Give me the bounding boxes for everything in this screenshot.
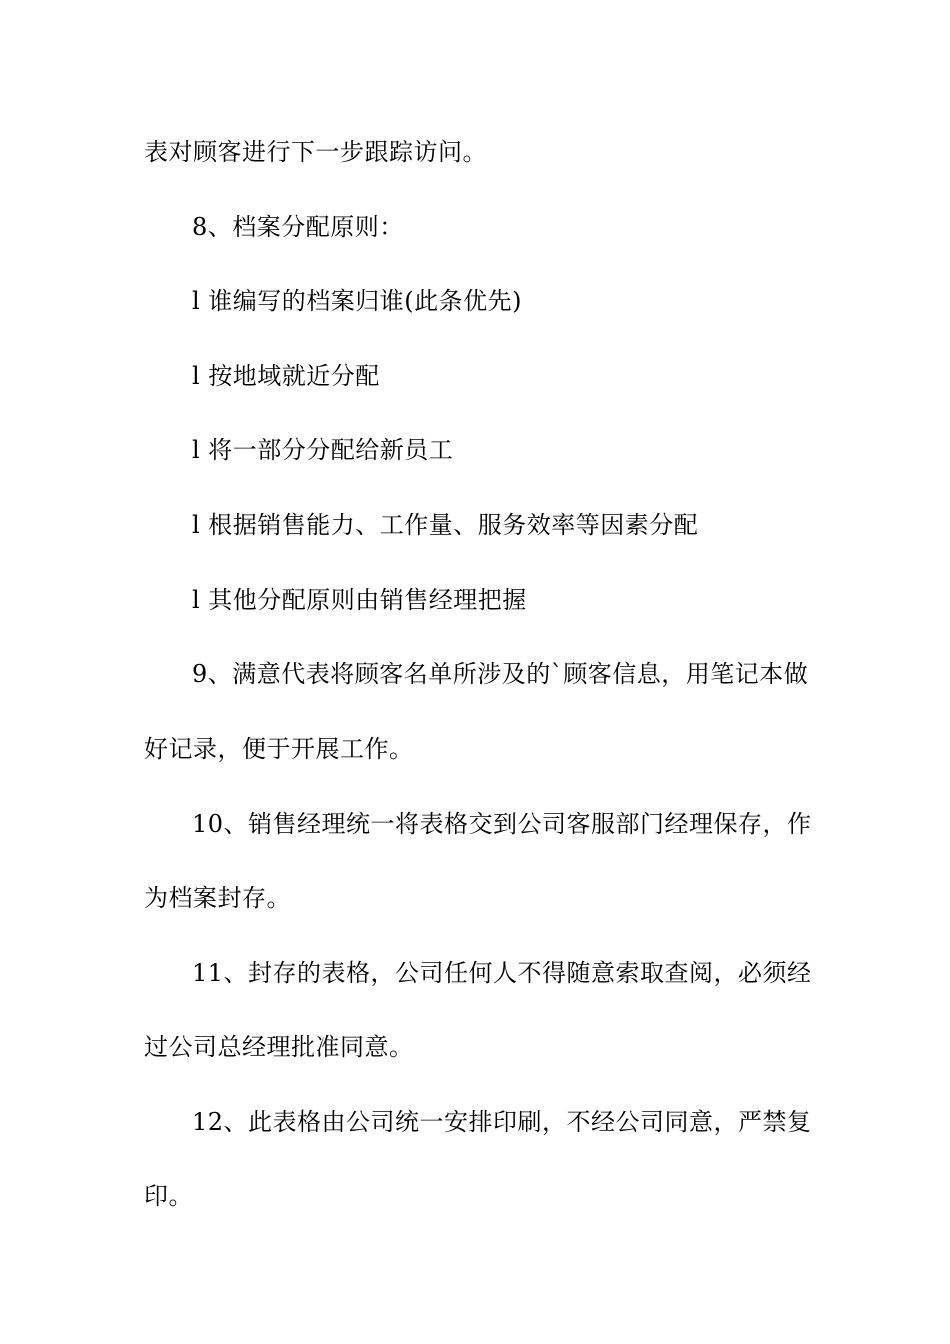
paragraph-11-line-1: 11、封存的表格，公司任何人不得随意索取查阅，必须经	[192, 959, 812, 987]
bullet-item-3: l 将一部分分配给新员工	[192, 436, 454, 464]
heading-8-allocation-principles: 8、档案分配原则：	[192, 213, 404, 241]
paragraph-10-line-1: 10、销售经理统一将表格交到公司客服部门经理保存，作	[192, 810, 812, 838]
paragraph-11-line-2: 过公司总经理批准同意。	[144, 1033, 414, 1061]
bullet-item-5: l 其他分配原则由销售经理把握	[192, 586, 527, 614]
bullet-item-2: l 按地域就近分配	[192, 362, 380, 390]
bullet-item-1: l 谁编写的档案归谁(此条优先)	[192, 287, 523, 315]
paragraph-7-end: 表对顾客进行下一步跟踪访问。	[144, 138, 487, 166]
paragraph-12-line-1: 12、此表格由公司统一安排印刷，不经公司同意，严禁复	[192, 1108, 812, 1136]
paragraph-10-line-2: 为档案封存。	[144, 884, 291, 912]
paragraph-12-line-2: 印。	[144, 1182, 193, 1210]
paragraph-9-line-1: 9、满意代表将顾客名单所涉及的`顾客信息，用笔记本做	[192, 660, 809, 688]
paragraph-9-line-2: 好记录，便于开展工作。	[144, 735, 414, 763]
bullet-item-4: l 根据销售能力、工作量、服务效率等因素分配	[192, 511, 699, 539]
